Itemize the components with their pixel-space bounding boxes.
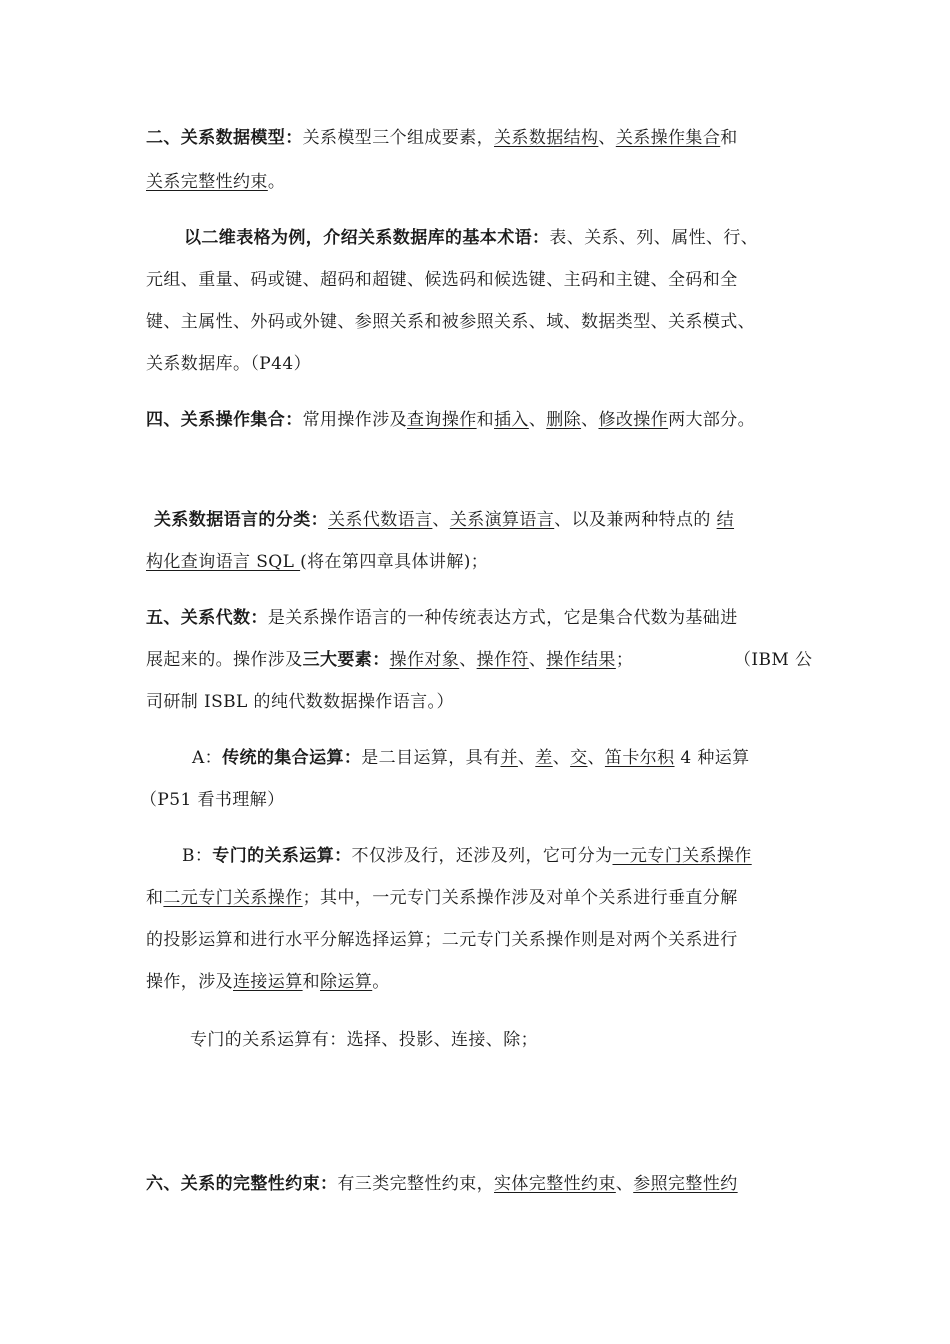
link-relation-data-structure: 关系数据结构	[494, 128, 599, 148]
language-line-2: 构化查询语言 SQL (将在第四章具体讲解)；	[146, 552, 489, 572]
link-relation-integrity: 关系完整性约束	[146, 172, 268, 192]
part-b-heading: 专门的关系运算：	[212, 846, 352, 866]
section-2-heading: 二、关系数据模型：	[146, 128, 303, 148]
terms-line-1: 以二维表格为例，介绍关系数据库的基本术语：表、关系、列、属性、行、	[184, 228, 759, 248]
section-4-heading: 四、关系操作集合：	[146, 410, 303, 430]
part-a-heading: 传统的集合运算：	[222, 748, 362, 768]
section-6-heading: 六、关系的完整性约束：	[146, 1174, 338, 1194]
part-b-line-1: B：专门的关系运算：不仅涉及行，还涉及列，它可分为一元专门关系操作	[182, 846, 752, 866]
section-5-line-1: 五、关系代数：是关系操作语言的一种传统表达方式，它是集合代数为基础进	[146, 608, 738, 628]
part-a-line-2: （P51 看书理解）	[140, 790, 285, 810]
language-heading: 关系数据语言的分类：	[154, 510, 328, 530]
terms-line-3: 键、主属性、外码或外键、参照关系和被参照关系、域、数据类型、关系模式、	[146, 312, 755, 332]
section-5-line-2: 展起来的。操作涉及三大要素：操作对象、操作符、操作结果；	[146, 650, 634, 670]
language-line-1: 关系数据语言的分类：关系代数语言、关系演算语言、以及兼两种特点的 结	[154, 510, 735, 530]
section-2-line-2: 关系完整性约束。	[146, 172, 286, 192]
link-relation-operation-set: 关系操作集合	[615, 128, 721, 148]
part-b-line-3: 的投影运算和进行水平分解选择运算；二元专门关系操作则是对两个关系进行	[146, 930, 738, 950]
special-operations-line: 专门的关系运算有：选择、投影、连接、除；	[190, 1030, 538, 1050]
section-4-line-1: 四、关系操作集合：常用操作涉及查询操作和插入、删除、修改操作两大部分。	[146, 410, 756, 430]
part-a-line-1: A：传统的集合运算：是二目运算，具有并、差、交、笛卡尔积 4 种运算	[192, 748, 750, 768]
terms-heading: 以二维表格为例，介绍关系数据库的基本术语：	[184, 228, 550, 248]
section-5-note-start: （IBM 公	[734, 650, 813, 670]
section-6-line-1: 六、关系的完整性约束：有三类完整性约束，实体完整性约束、参照完整性约	[146, 1174, 738, 1194]
part-b-line-4: 操作，涉及连接运算和除运算。	[146, 972, 390, 992]
terms-line-4: 关系数据库。（P44）	[146, 354, 311, 374]
section-5-heading: 五、关系代数：	[146, 608, 268, 628]
terms-line-2: 元组、重量、码或键、超码和超键、候选码和候选键、主码和主键、全码和全	[146, 270, 738, 290]
section-5-line-3: 司研制 ISBL 的纯代数数据操作语言。）	[146, 692, 454, 712]
part-b-line-2: 和二元专门关系操作；其中，一元专门关系操作涉及对单个关系进行垂直分解	[146, 888, 738, 908]
section-2-line-1: 二、关系数据模型：关系模型三个组成要素，关系数据结构、关系操作集合和	[146, 128, 738, 148]
